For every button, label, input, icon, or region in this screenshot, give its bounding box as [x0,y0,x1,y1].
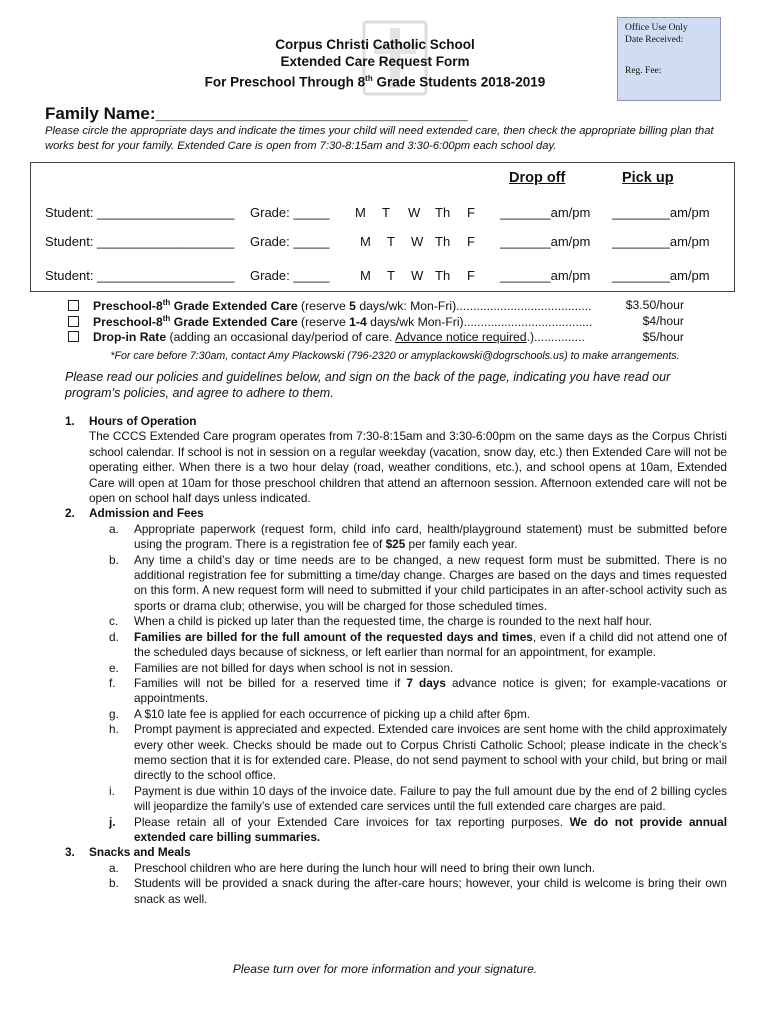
form-subtitle: For Preschool Through 8th Grade Students 2018-2019 [204,74,546,90]
day-monday[interactable]: M [355,205,366,220]
plan-checkbox[interactable] [68,316,79,327]
grade-field[interactable]: Grade: _____ [250,268,330,283]
grade-field[interactable]: Grade: _____ [250,234,330,249]
list-item: a. Preschool children who are here during the lunch hour will need to bring their own lunch. [109,860,596,875]
form-header [180,36,570,91]
list-item: j. Please retain all of your Extended Care invoices for tax reporting purposes. We do not provide annual extended care billing summaries. [109,814,727,844]
list-item: i. Payment is due within 10 days of the invoice date. Failure to pay the full amount due by the end of 2 billing cycles will jeopardize the family’s use of extended care services until the full extended care charges are paid. [109,783,727,814]
day-thursday[interactable]: Th [435,234,451,249]
dropoff-time-field[interactable]: _______am/pm [500,234,591,249]
list-item: e. Families are not billed for days when school is not in session. [109,660,454,675]
section-title: Admission and Fees [89,506,204,521]
instructions-text: Please circle the appropriate days and indicate the times your child will need extended care, then check the appropriate billing plan that works best for your family. Extended Care is open from 7:30-8:15am and 3:30-6:00pm each school day. [45,125,714,152]
plan-price: $4/hour [642,314,684,328]
plan-price: $5/hour [642,330,684,344]
list-item: c. When a child is picked up later than the requested time, the charge is rounded to the next half hour. [109,614,653,629]
day-monday[interactable]: M [360,268,371,283]
section-hours: 1. Hours of Operation The CCCS Extended Care program operates from 7:30-8:15am and 3:30-6:00pm on the same days as the Corpus Christi school calendar. If school is not in session on a regular weekday (vacation, snow day, etc.) then Extended Care will not be operating either. When there is a two hour delay (road, weather conditions, etc.), and school opens at 10am, Extended Care will open at 10am for those preschool children that attend an afternoon session. Afternoon extended care will not be open on school half days unless indicated. [65,414,727,506]
student-row [45,205,725,223]
student-row [45,234,725,252]
dropoff-time-field[interactable]: _______am/pm [500,268,591,283]
plan-checkbox[interactable] [68,300,79,311]
day-monday[interactable]: M [360,234,371,249]
pickup-time-field[interactable]: ________am/pm [612,205,710,220]
list-item: a. Appropriate paperwork (request form, child info card, health/playground statement) must be submitted before using the program. There is a registration fee of $25 per family each year. [109,521,727,552]
policy-sections [65,414,727,907]
section-admission: 2. Admission and Fees a. Appropriate paperwork (request form, child info card, health/playground statement) must be submitted before using the program. There is a registration fee of $25 per family each year. b. Any time a child’s day or time needs are to be changed, a new request form must be submitted. There is no additional registration fee for submitting a time/day change. Charges are based on the days and times requested on this form. A new request form will need to submitted if your child participates in an after-school activity such as sports or drama club; otherwise, you will be charged for those scheduled times. c. When a child is picked up later than the requested time, the charge is rounded to the next half hour. d. Families are billed for the full amount of the requested days and times, even if a child did not attend one of the scheduled days because of sickness, or left earlier than normal for an appointment, for example. e. Families are not billed for days when school is not in session. f. Families will not be billed for a reserved time if 7 days advance notice is given; for example-vacations or appointments. g. A $10 late fee is applied for each occurrence of picking up a child after 6pm. h. Prompt payment is appreciated and expected. Extended care invoices are sent home with the child approximately every other week. Checks should be made out to Corpus Christi Catholic School; please indicate in the check’s memo section that it is for extended care. Please, do not send payment to school with your child, but bring or mail directly to the school office. i. Payment is due within 10 days of the invoice date. Failure to pay the full amount due by the end of 2 billing cycles will jeopardize the family’s use of extended care services until the full extended care charges are paid. j. Please retain all of your Extended Care invoices for tax reporting purposes. We do not provide annual extended care billing summaries. [65,506,727,844]
day-wednesday[interactable]: W [411,234,424,249]
day-tuesday[interactable]: T [382,205,390,220]
list-item: h. Prompt payment is appreciated and expected. Extended care invoices are sent home with the child approximately every other week. Checks should be made out to Corpus Christi Catholic School; please indicate in the check’s memo section that it is for extended care. Please, do not send payment to school with your child, but bring or mail directly to the school office. [109,722,727,783]
list-item: g. A $10 late fee is applied for each occurrence of picking up a child after 6pm. [109,706,531,721]
list-item: d. Families are billed for the full amount of the requested days and times, even if a child did not attend one of the scheduled days because of sickness, or left earlier than normal for an appointment, for example. [109,629,727,660]
billing-plan-option: Drop-in Rate (adding an occasional day/period of care. Advance notice required.)............... $5/hour [68,330,728,344]
office-use-box [617,17,721,101]
policy-intro: Please read our policies and guidelines below, and sign on the back of the page, indicating you have read our program’s policies, and agree to adhere to them. [65,370,671,400]
form-title: Extended Care Request Form [280,54,470,69]
list-item: b. Students will be provided a snack during the after-care hours; however, your child is welcome is bring their own snack as well. [109,876,727,906]
day-friday[interactable]: F [467,268,475,283]
reg-fee-label: Reg. Fee: [625,66,662,76]
date-received-label: Date Received: [625,35,684,45]
list-item: f. Families will not be billed for a reserved time if 7 days advance notice is given; for example-vacations or appointments. [109,675,727,706]
day-thursday[interactable]: Th [435,205,451,220]
office-use-label: Office Use Only [625,23,688,33]
day-tuesday[interactable]: T [387,268,395,283]
day-wednesday[interactable]: W [408,205,421,220]
turn-over-note: Please turn over for more information and your signature. [232,962,538,976]
day-tuesday[interactable]: T [387,234,395,249]
day-friday[interactable]: F [467,205,475,220]
student-name-field[interactable]: Student: ___________________ [45,234,235,249]
section-body: The CCCS Extended Care program operates from 7:30-8:15am and 3:30-6:00pm on the same days as the Corpus Christi school calendar. If school is not in session on a regular weekday (vacation, snow day, etc.) then Extended Care will not be operating either. When there is a two hour delay (road, weather conditions, etc.), and school opens at 10am, Extended Care will open at 10am for those preschool children that attend an afternoon session. Afternoon extended care will not be open on school half days unless indicated. [89,429,727,506]
student-name-field[interactable]: Student: ___________________ [45,268,235,283]
day-wednesday[interactable]: W [411,268,424,283]
early-care-note: *For care before 7:30am, contact Amy Plackowski (796-2320 or amyplackowski@dogrschools.us) to make arrangements. [110,350,680,362]
dropoff-time-field[interactable]: _______am/pm [500,205,591,220]
student-name-field[interactable]: Student: ___________________ [45,205,235,220]
day-thursday[interactable]: Th [435,268,451,283]
pickup-time-field[interactable]: ________am/pm [612,268,710,283]
student-row [45,268,725,286]
list-item: b. Any time a child’s day or time needs are to be changed, a new request form must be submitted. There is no additional registration fee for submitting a time/day change. Charges are based on the days and times requested on this form. A new request form will need to submitted if your child participates in an after-school activity such as sports or drama club; otherwise, you will be charged for those scheduled times. [109,552,727,613]
billing-plan-option: Preschool-8th Grade Extended Care (reserve 5 days/wk: Mon-Fri)........................................ $3.50/hour [68,298,728,313]
pickup-time-field[interactable]: ________am/pm [612,234,710,249]
section-title: Snacks and Meals [89,845,191,860]
school-name: Corpus Christi Catholic School [275,37,475,52]
dropoff-column-header: Drop off [509,170,566,186]
family-name-field[interactable]: Family Name:_________________________________ [45,104,468,123]
plan-price: $3.50/hour [625,298,684,312]
section-snacks: 3. Snacks and Meals a. Preschool children who are here during the lunch hour will need to bring their own lunch. b. Students will be provided a snack during the after-care hours; however, your child is welcome is bring their own snack as well. [65,845,727,906]
pickup-column-header: Pick up [622,170,674,186]
billing-plan-option: Preschool-8th Grade Extended Care (reserve 1-4 days/wk Mon-Fri)...................................... $4/hour [68,314,728,329]
plan-checkbox[interactable] [68,331,79,342]
section-title: Hours of Operation [89,414,197,428]
day-friday[interactable]: F [467,234,475,249]
grade-field[interactable]: Grade: _____ [250,205,330,220]
